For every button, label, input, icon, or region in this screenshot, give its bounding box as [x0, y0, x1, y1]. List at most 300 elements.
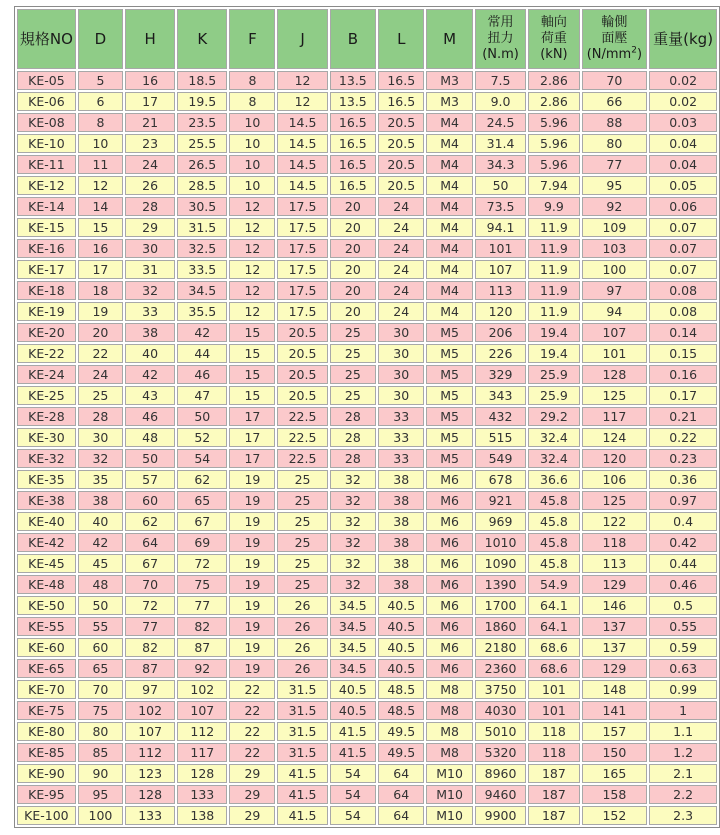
cell-k: 92	[177, 659, 227, 678]
cell-model-no: KE-10	[17, 134, 76, 153]
cell-b: 54	[330, 785, 376, 804]
cell-d: 12	[78, 176, 123, 195]
cell-d: 22	[78, 344, 123, 363]
cell-f: 10	[229, 134, 275, 153]
cell-surface-pressure: 129	[582, 575, 648, 594]
cell-torque: 329	[475, 365, 527, 384]
table-row	[17, 155, 717, 174]
coupling-spec-table	[14, 6, 720, 828]
cell-k: 87	[177, 638, 227, 657]
cell-m: M5	[426, 344, 472, 363]
cell-axial-load: 64.1	[528, 617, 579, 636]
cell-axial-load: 2.86	[528, 92, 579, 111]
cell-d: 30	[78, 428, 123, 447]
cell-f: 22	[229, 680, 275, 699]
cell-weight: 1.2	[649, 743, 717, 762]
cell-b: 20	[330, 281, 376, 300]
table-row	[17, 701, 717, 720]
cell-b: 34.5	[330, 659, 376, 678]
cell-h: 29	[125, 218, 175, 237]
cell-weight: 1.1	[649, 722, 717, 741]
cell-d: 8	[78, 113, 123, 132]
cell-j: 26	[277, 596, 327, 615]
cell-m: M4	[426, 218, 472, 237]
cell-axial-load: 101	[528, 680, 579, 699]
cell-m: M4	[426, 134, 472, 153]
cell-b: 32	[330, 512, 376, 531]
cell-axial-load: 11.9	[528, 239, 579, 258]
cell-torque: 9460	[475, 785, 527, 804]
cell-torque: 3750	[475, 680, 527, 699]
cell-torque: 4030	[475, 701, 527, 720]
cell-torque: 73.5	[475, 197, 527, 216]
cell-d: 48	[78, 575, 123, 594]
cell-h: 57	[125, 470, 175, 489]
cell-model-no: KE-20	[17, 323, 76, 342]
cell-l: 49.5	[378, 743, 424, 762]
cell-surface-pressure: 148	[582, 680, 648, 699]
cell-b: 32	[330, 533, 376, 552]
cell-d: 45	[78, 554, 123, 573]
cell-b: 16.5	[330, 155, 376, 174]
cell-l: 30	[378, 365, 424, 384]
cell-axial-load: 118	[528, 743, 579, 762]
cell-j: 12	[277, 71, 327, 90]
table-row	[17, 554, 717, 573]
cell-model-no: KE-17	[17, 260, 76, 279]
cell-d: 35	[78, 470, 123, 489]
cell-j: 14.5	[277, 176, 327, 195]
cell-m: M10	[426, 806, 472, 825]
cell-k: 42	[177, 323, 227, 342]
cell-k: 128	[177, 764, 227, 783]
cell-l: 33	[378, 407, 424, 426]
cell-model-no: KE-48	[17, 575, 76, 594]
cell-k: 72	[177, 554, 227, 573]
cell-j: 26	[277, 617, 327, 636]
cell-l: 48.5	[378, 701, 424, 720]
table-row	[17, 533, 717, 552]
cell-model-no: KE-100	[17, 806, 76, 825]
cell-f: 29	[229, 764, 275, 783]
cell-surface-pressure: 117	[582, 407, 648, 426]
cell-b: 34.5	[330, 638, 376, 657]
cell-axial-load: 187	[528, 806, 579, 825]
table-body	[17, 71, 717, 825]
cell-model-no: KE-42	[17, 533, 76, 552]
cell-d: 24	[78, 365, 123, 384]
cell-torque: 1390	[475, 575, 527, 594]
cell-m: M6	[426, 512, 472, 531]
cell-f: 8	[229, 92, 275, 111]
cell-weight: 0.36	[649, 470, 717, 489]
cell-surface-pressure: 77	[582, 155, 648, 174]
cell-b: 28	[330, 449, 376, 468]
cell-weight: 0.16	[649, 365, 717, 384]
cell-b: 54	[330, 806, 376, 825]
cell-l: 30	[378, 386, 424, 405]
cell-m: M6	[426, 617, 472, 636]
cell-h: 128	[125, 785, 175, 804]
cell-surface-pressure: 150	[582, 743, 648, 762]
cell-h: 112	[125, 743, 175, 762]
cell-b: 28	[330, 407, 376, 426]
cell-model-no: KE-40	[17, 512, 76, 531]
cell-h: 67	[125, 554, 175, 573]
cell-m: M8	[426, 680, 472, 699]
table-row	[17, 281, 717, 300]
cell-f: 19	[229, 596, 275, 615]
cell-l: 20.5	[378, 113, 424, 132]
cell-weight: 0.06	[649, 197, 717, 216]
cell-torque: 226	[475, 344, 527, 363]
cell-l: 30	[378, 344, 424, 363]
cell-f: 19	[229, 533, 275, 552]
cell-axial-load: 45.8	[528, 512, 579, 531]
cell-axial-load: 25.9	[528, 365, 579, 384]
cell-b: 40.5	[330, 701, 376, 720]
cell-surface-pressure: 124	[582, 428, 648, 447]
cell-b: 32	[330, 470, 376, 489]
cell-surface-pressure: 113	[582, 554, 648, 573]
cell-j: 25	[277, 554, 327, 573]
cell-l: 24	[378, 281, 424, 300]
cell-weight: 0.07	[649, 239, 717, 258]
cell-d: 15	[78, 218, 123, 237]
cell-l: 64	[378, 764, 424, 783]
cell-weight: 0.08	[649, 302, 717, 321]
cell-weight: 0.55	[649, 617, 717, 636]
cell-axial-load: 187	[528, 785, 579, 804]
cell-d: 38	[78, 491, 123, 510]
cell-k: 75	[177, 575, 227, 594]
header-torque: 常用 扭力 (N.m)	[475, 9, 527, 69]
cell-surface-pressure: 92	[582, 197, 648, 216]
cell-h: 30	[125, 239, 175, 258]
cell-model-no: KE-38	[17, 491, 76, 510]
cell-k: 28.5	[177, 176, 227, 195]
cell-d: 70	[78, 680, 123, 699]
cell-j: 22.5	[277, 428, 327, 447]
cell-h: 31	[125, 260, 175, 279]
table-row	[17, 386, 717, 405]
cell-axial-load: 11.9	[528, 281, 579, 300]
cell-surface-pressure: 128	[582, 365, 648, 384]
cell-j: 17.5	[277, 302, 327, 321]
table-row	[17, 197, 717, 216]
cell-f: 29	[229, 806, 275, 825]
cell-d: 60	[78, 638, 123, 657]
cell-b: 13.5	[330, 71, 376, 90]
cell-k: 133	[177, 785, 227, 804]
cell-model-no: KE-55	[17, 617, 76, 636]
cell-b: 54	[330, 764, 376, 783]
cell-b: 32	[330, 554, 376, 573]
cell-m: M5	[426, 323, 472, 342]
cell-model-no: KE-60	[17, 638, 76, 657]
cell-j: 41.5	[277, 806, 327, 825]
cell-j: 14.5	[277, 155, 327, 174]
cell-j: 17.5	[277, 197, 327, 216]
cell-d: 14	[78, 197, 123, 216]
cell-h: 60	[125, 491, 175, 510]
cell-model-no: KE-90	[17, 764, 76, 783]
cell-axial-load: 7.94	[528, 176, 579, 195]
cell-model-no: KE-18	[17, 281, 76, 300]
cell-k: 34.5	[177, 281, 227, 300]
table-row	[17, 260, 717, 279]
header-m: M	[426, 9, 472, 69]
table-row	[17, 680, 717, 699]
cell-m: M3	[426, 92, 472, 111]
cell-model-no: KE-80	[17, 722, 76, 741]
cell-d: 10	[78, 134, 123, 153]
cell-f: 22	[229, 722, 275, 741]
cell-weight: 0.04	[649, 155, 717, 174]
header-b: B	[330, 9, 376, 69]
cell-j: 26	[277, 638, 327, 657]
cell-b: 34.5	[330, 617, 376, 636]
cell-d: 75	[78, 701, 123, 720]
cell-b: 34.5	[330, 596, 376, 615]
cell-k: 23.5	[177, 113, 227, 132]
cell-surface-pressure: 97	[582, 281, 648, 300]
cell-j: 17.5	[277, 281, 327, 300]
cell-l: 33	[378, 428, 424, 447]
cell-f: 10	[229, 176, 275, 195]
cell-l: 38	[378, 491, 424, 510]
cell-l: 16.5	[378, 92, 424, 111]
cell-torque: 1010	[475, 533, 527, 552]
header-row	[17, 9, 717, 69]
cell-weight: 0.02	[649, 71, 717, 90]
cell-l: 38	[378, 554, 424, 573]
cell-surface-pressure: 165	[582, 764, 648, 783]
cell-surface-pressure: 103	[582, 239, 648, 258]
cell-f: 12	[229, 239, 275, 258]
cell-f: 17	[229, 449, 275, 468]
cell-axial-load: 68.6	[528, 659, 579, 678]
header-l: L	[378, 9, 424, 69]
cell-h: 50	[125, 449, 175, 468]
cell-h: 16	[125, 71, 175, 90]
cell-h: 23	[125, 134, 175, 153]
cell-k: 47	[177, 386, 227, 405]
cell-model-no: KE-06	[17, 92, 76, 111]
cell-torque: 7.5	[475, 71, 527, 90]
cell-b: 32	[330, 491, 376, 510]
cell-j: 20.5	[277, 344, 327, 363]
cell-k: 50	[177, 407, 227, 426]
cell-m: M4	[426, 260, 472, 279]
cell-torque: 107	[475, 260, 527, 279]
cell-l: 16.5	[378, 71, 424, 90]
cell-axial-load: 11.9	[528, 260, 579, 279]
cell-model-no: KE-24	[17, 365, 76, 384]
cell-j: 17.5	[277, 218, 327, 237]
cell-k: 107	[177, 701, 227, 720]
table-row	[17, 428, 717, 447]
cell-m: M6	[426, 659, 472, 678]
table-row	[17, 764, 717, 783]
cell-weight: 0.05	[649, 176, 717, 195]
cell-d: 11	[78, 155, 123, 174]
cell-m: M8	[426, 701, 472, 720]
cell-model-no: KE-14	[17, 197, 76, 216]
table-row	[17, 638, 717, 657]
cell-m: M6	[426, 533, 472, 552]
cell-k: 67	[177, 512, 227, 531]
cell-j: 25	[277, 512, 327, 531]
cell-model-no: KE-28	[17, 407, 76, 426]
cell-b: 20	[330, 197, 376, 216]
cell-weight: 2.2	[649, 785, 717, 804]
cell-h: 26	[125, 176, 175, 195]
cell-weight: 0.21	[649, 407, 717, 426]
cell-weight: 0.17	[649, 386, 717, 405]
cell-torque: 101	[475, 239, 527, 258]
cell-j: 31.5	[277, 722, 327, 741]
table-row	[17, 449, 717, 468]
cell-h: 87	[125, 659, 175, 678]
cell-j: 20.5	[277, 386, 327, 405]
cell-d: 28	[78, 407, 123, 426]
cell-b: 16.5	[330, 176, 376, 195]
cell-weight: 0.59	[649, 638, 717, 657]
cell-j: 14.5	[277, 134, 327, 153]
cell-f: 12	[229, 260, 275, 279]
cell-surface-pressure: 120	[582, 449, 648, 468]
cell-torque: 432	[475, 407, 527, 426]
cell-torque: 1090	[475, 554, 527, 573]
cell-axial-load: 68.6	[528, 638, 579, 657]
cell-f: 22	[229, 701, 275, 720]
cell-model-no: KE-12	[17, 176, 76, 195]
cell-m: M4	[426, 302, 472, 321]
cell-f: 15	[229, 344, 275, 363]
cell-weight: 2.1	[649, 764, 717, 783]
cell-model-no: KE-70	[17, 680, 76, 699]
cell-surface-pressure: 88	[582, 113, 648, 132]
cell-torque: 678	[475, 470, 527, 489]
cell-f: 22	[229, 743, 275, 762]
cell-l: 20.5	[378, 134, 424, 153]
cell-b: 41.5	[330, 722, 376, 741]
cell-j: 26	[277, 659, 327, 678]
cell-h: 32	[125, 281, 175, 300]
cell-torque: 2360	[475, 659, 527, 678]
cell-h: 72	[125, 596, 175, 615]
cell-torque: 9.0	[475, 92, 527, 111]
cell-f: 15	[229, 386, 275, 405]
cell-m: M10	[426, 764, 472, 783]
cell-d: 90	[78, 764, 123, 783]
cell-d: 19	[78, 302, 123, 321]
cell-axial-load: 64.1	[528, 596, 579, 615]
spec-table-container	[14, 6, 720, 828]
cell-k: 26.5	[177, 155, 227, 174]
cell-axial-load: 19.4	[528, 323, 579, 342]
cell-k: 18.5	[177, 71, 227, 90]
cell-f: 19	[229, 617, 275, 636]
cell-d: 80	[78, 722, 123, 741]
cell-weight: 1	[649, 701, 717, 720]
cell-f: 19	[229, 491, 275, 510]
cell-weight: 0.03	[649, 113, 717, 132]
cell-k: 33.5	[177, 260, 227, 279]
cell-h: 46	[125, 407, 175, 426]
cell-j: 41.5	[277, 764, 327, 783]
cell-l: 24	[378, 218, 424, 237]
header-surface-pressure: 輪側 面壓 $(N/mm^2)$	[582, 9, 648, 69]
table-row	[17, 218, 717, 237]
table-row	[17, 512, 717, 531]
cell-surface-pressure: 125	[582, 491, 648, 510]
cell-k: 65	[177, 491, 227, 510]
cell-j: 14.5	[277, 113, 327, 132]
cell-b: 32	[330, 575, 376, 594]
cell-model-no: KE-30	[17, 428, 76, 447]
cell-m: M6	[426, 491, 472, 510]
cell-weight: 0.02	[649, 92, 717, 111]
cell-model-no: KE-16	[17, 239, 76, 258]
cell-surface-pressure: 141	[582, 701, 648, 720]
table-row	[17, 743, 717, 762]
cell-j: 25	[277, 575, 327, 594]
cell-l: 40.5	[378, 638, 424, 657]
cell-m: M6	[426, 554, 472, 573]
cell-b: 20	[330, 218, 376, 237]
cell-h: 123	[125, 764, 175, 783]
cell-surface-pressure: 66	[582, 92, 648, 111]
cell-k: 69	[177, 533, 227, 552]
cell-weight: 0.5	[649, 596, 717, 615]
cell-f: 17	[229, 428, 275, 447]
cell-m: M5	[426, 386, 472, 405]
cell-d: 5	[78, 71, 123, 90]
cell-f: 8	[229, 71, 275, 90]
table-row	[17, 176, 717, 195]
cell-axial-load: 36.6	[528, 470, 579, 489]
cell-l: 24	[378, 197, 424, 216]
cell-axial-load: 5.96	[528, 113, 579, 132]
cell-weight: 0.44	[649, 554, 717, 573]
cell-torque: 8960	[475, 764, 527, 783]
cell-k: 117	[177, 743, 227, 762]
cell-weight: 0.07	[649, 260, 717, 279]
cell-f: 19	[229, 554, 275, 573]
cell-b: 25	[330, 365, 376, 384]
cell-k: 25.5	[177, 134, 227, 153]
cell-b: 20	[330, 239, 376, 258]
cell-l: 64	[378, 785, 424, 804]
cell-torque: 9900	[475, 806, 527, 825]
cell-weight: 0.08	[649, 281, 717, 300]
cell-torque: 113	[475, 281, 527, 300]
cell-torque: 343	[475, 386, 527, 405]
cell-l: 40.5	[378, 596, 424, 615]
cell-d: 18	[78, 281, 123, 300]
cell-m: M8	[426, 722, 472, 741]
cell-axial-load: 2.86	[528, 71, 579, 90]
cell-axial-load: 187	[528, 764, 579, 783]
cell-model-no: KE-22	[17, 344, 76, 363]
cell-axial-load: 25.9	[528, 386, 579, 405]
cell-b: 16.5	[330, 113, 376, 132]
cell-torque: 120	[475, 302, 527, 321]
cell-k: 112	[177, 722, 227, 741]
cell-d: 32	[78, 449, 123, 468]
